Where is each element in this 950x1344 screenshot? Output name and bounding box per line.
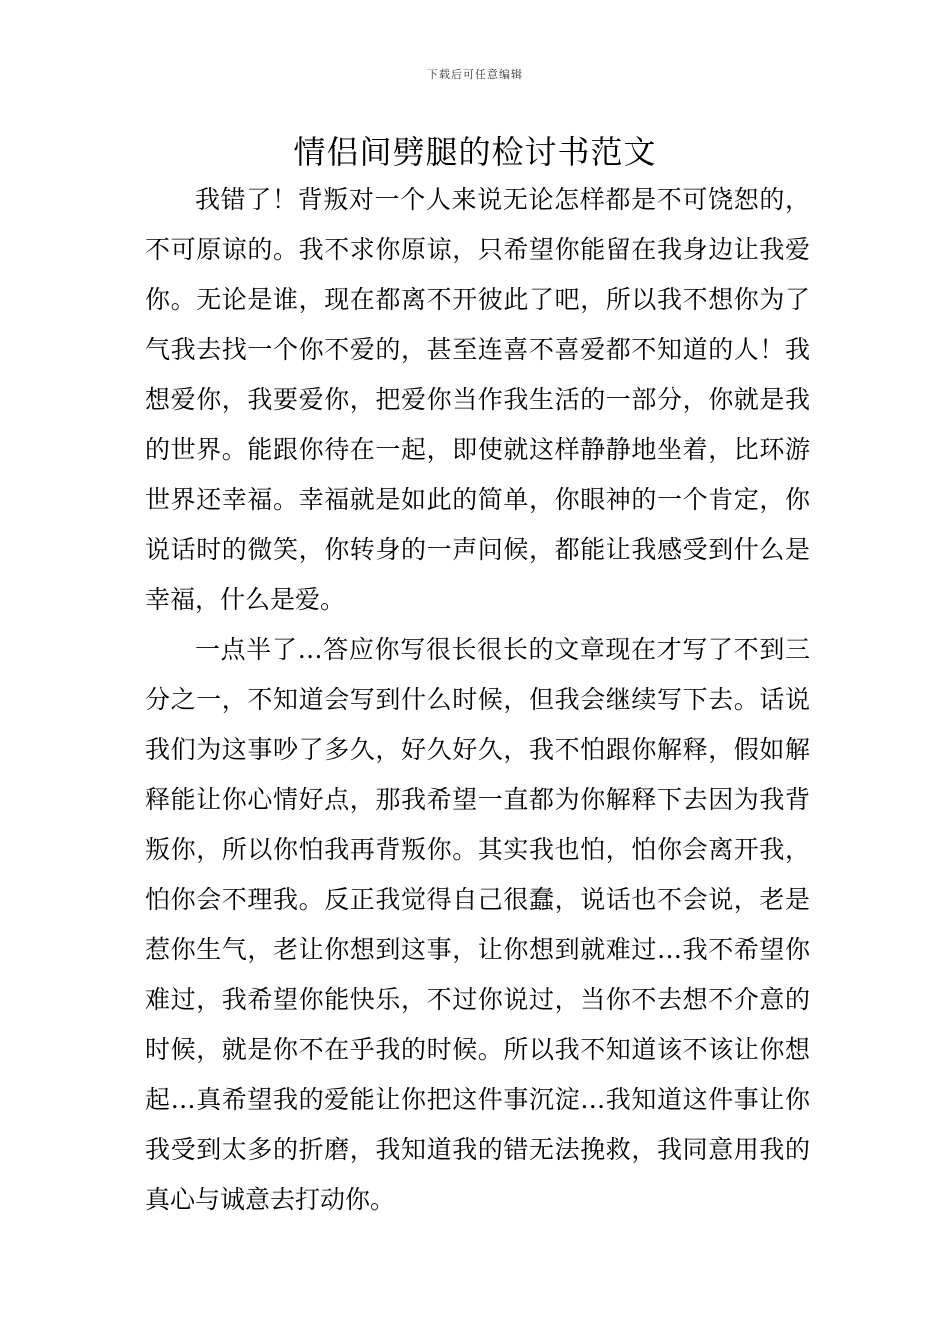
document-title: 情侣间劈腿的检讨书范文 [293,133,657,171]
paragraph-2: 一点半了…答应你写很长很长的文章现在才写了不到三分之一，不知道会写到什么时候，但我会继续写下去。话说我们为这事吵了多久，好久好久，我不怕跟你解释，假如解释能让你心情好点，那我希望一直都为你解释下去因为我背叛你，所以你怕我再背叛你。其实我也怕，怕你会离开我，怕你会不理我。反正我觉得自己很蠢，说话也不会说，老是惹你生气，老让你想到这事，让你想到就难过…我不希望你难过，我希望你能快乐，不过你说过，当你不去想不介意的时候，就是你不在乎我的时候。所以我不知道该不该让你想起…真希望我的爱能让你把这件事沉淀…我知道这件事让你我受到太多的折磨，我知道我的错无法挽救，我同意用我的真心与诚意去打动你。 [145,635,810,1214]
paragraph-1: 我错了！背叛对一个人来说无论怎样都是不可饶恕的，不可原谅的。我不求你原谅，只希望你能留在我身边让我爱你。无论是谁，现在都离不开彼此了吧，所以我不想你为了气我去找一个你不爱的，甚至连喜不喜爱都不知道的人！我想爱你，我要爱你，把爱你当作我生活的一部分，你就是我的世界。能跟你待在一起，即使就这样静静地坐着，比环游世界还幸福。幸福就是如此的简单，你眼神的一个肯定，你说话时的微笑，你转身的一声问候，都能让我感受到什么是幸福，什么是爱。 [145,185,810,614]
document-body [145,175,810,1225]
header-note: 下载后可任意编辑 [427,68,523,81]
